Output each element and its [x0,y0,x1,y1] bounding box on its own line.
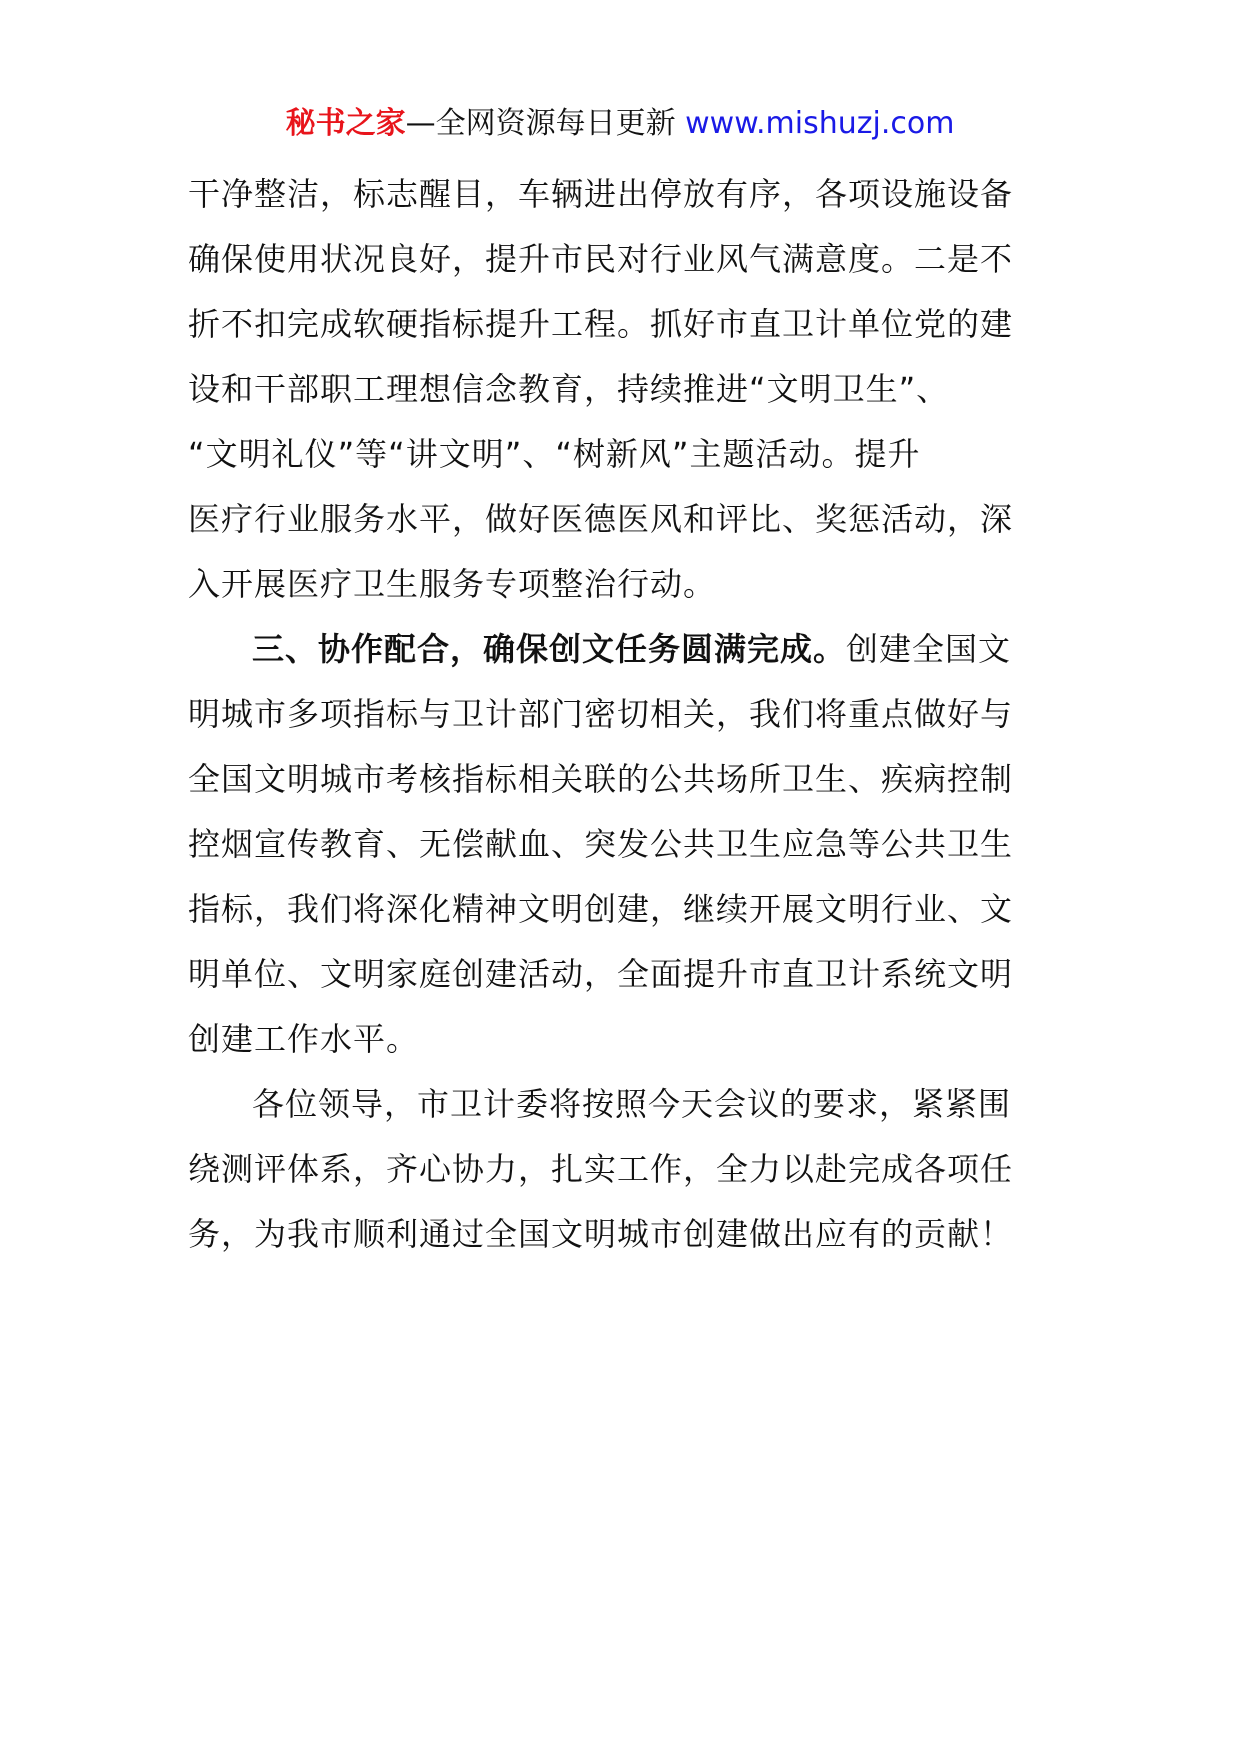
section-heading: 三、协作配合，确保创文任务圆满完成。 [252,630,847,668]
paragraph-2 [188,617,1060,1072]
text-line: 创建工作水平。 [188,1020,420,1058]
text-line: 绕测评体系，齐心协力，扎实工作，全力以赴完成各项任 [188,1150,1014,1188]
text-line: 干净整洁，标志醒目，车辆进出停放有序，各项设施设备 [188,175,1014,213]
text-line: 确保使用状况良好，提升市民对行业风气满意度。二是不 [188,240,1014,278]
site-url: www.mishuzj.com [685,106,955,141]
text-line: 全国文明城市考核指标相关联的公共场所卫生、疾病控制 [188,760,1014,798]
text-line: 医疗行业服务水平，做好医德医风和评比、奖惩活动，深 [188,500,1014,538]
heading-continuation: 创建全国文 [846,630,1012,668]
text-line: 务，为我市顺利通过全国文明城市创建做出应有的贡献！ [188,1215,1014,1253]
document-body [188,162,1060,1267]
text-line: 控烟宣传教育、无偿献血、突发公共卫生应急等公共卫生 [188,825,1014,863]
text-line: 设和干部职工理想信念教育，持续推进“文明卫生”、 [188,370,950,408]
text-line [188,617,1060,682]
brand-name: 秘书之家 [285,106,406,141]
text-line: 入开展医疗卫生服务专项整治行动。 [188,565,717,603]
text-line: 明城市多项指标与卫计部门密切相关，我们将重点做好与 [188,695,1014,733]
text-line: 各位领导，市卫计委将按照今天会议的要求，紧紧围 [252,1085,1012,1123]
header-tagline: —全网资源每日更新 [405,106,686,141]
text-line: “文明礼仪”等“讲文明”、“树新风”主题活动。提升 [188,435,921,473]
text-line: 明单位、文明家庭创建活动，全面提升市直卫计系统文明 [188,955,1014,993]
text-line: 指标，我们将深化精神文明创建，继续开展文明行业、文 [188,890,1014,928]
text-line: 折不扣完成软硬指标提升工程。抓好市直卫计单位党的建 [188,305,1014,343]
paragraph-1 [188,162,1060,617]
site-header [0,100,1240,148]
paragraph-3 [188,1072,1060,1267]
